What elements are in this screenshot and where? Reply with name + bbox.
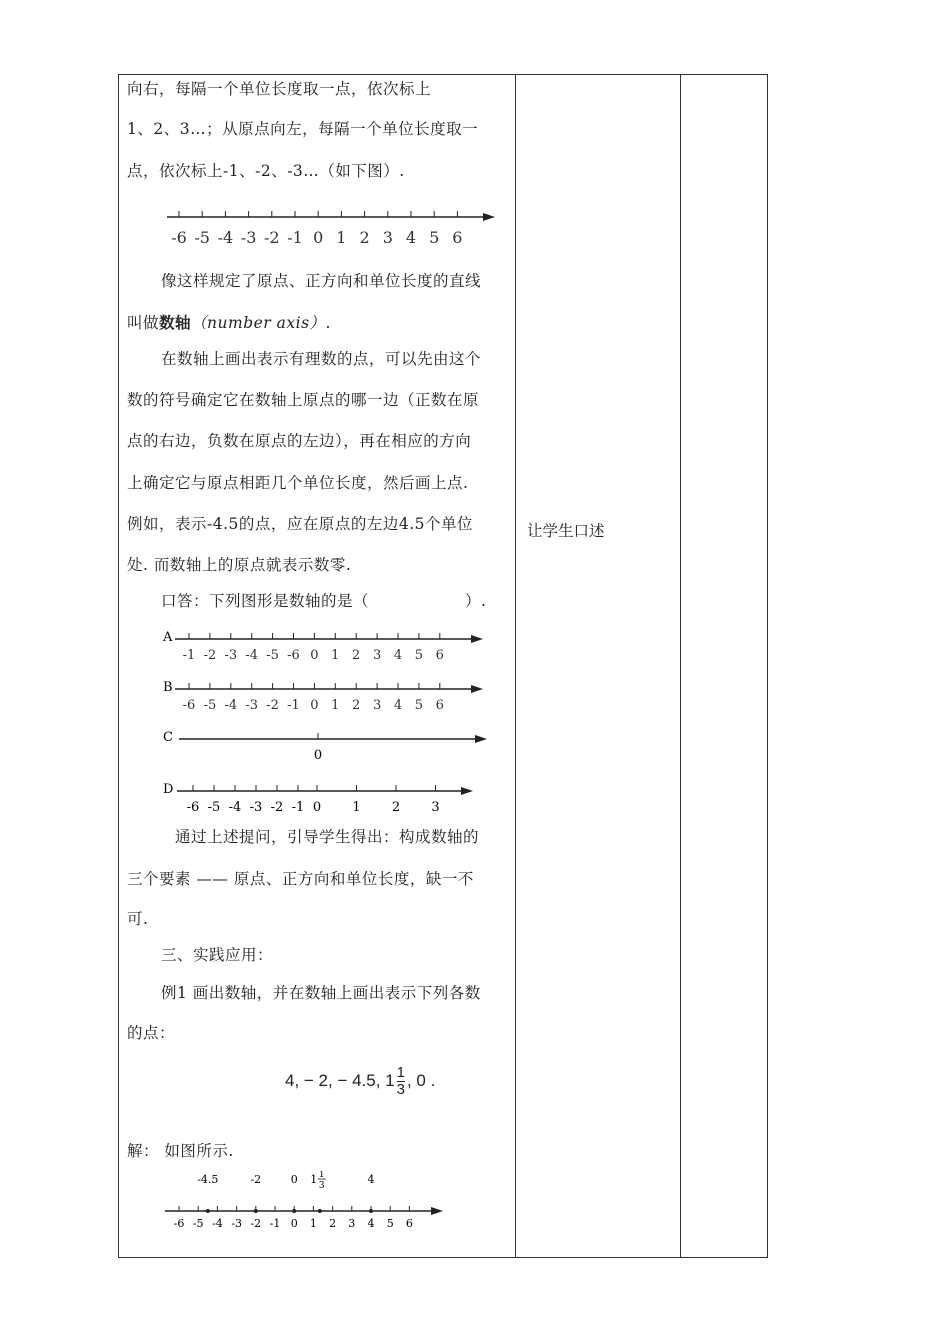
tick-label: -5 [203, 698, 217, 713]
text-line: 例如，表示-4.5的点，应在原点的左边4.5个单位 [127, 515, 474, 533]
axis-arrow [475, 735, 487, 743]
tick-label: 1 [309, 1217, 317, 1230]
option-label: D [163, 782, 174, 797]
text-line: 三个要素 —— 原点、正方向和单位长度，缺一不 [127, 870, 474, 888]
tick-label: 2 [352, 698, 361, 713]
tick-label: 2 [352, 648, 361, 663]
tick-label: 0 [313, 228, 324, 247]
text-line: 处. 而数轴上的原点就表示数零. [127, 556, 352, 574]
tick-label: -4 [245, 648, 259, 663]
axis-arrow [431, 1207, 443, 1215]
tick-label: 0 [310, 648, 319, 663]
point-dot [292, 1209, 296, 1213]
tick-label: 1 [336, 228, 347, 247]
tick-label: 3 [348, 1217, 356, 1230]
tick-label: -1 [287, 698, 300, 713]
tick-label: -2 [266, 698, 279, 713]
column-divider [680, 75, 681, 1257]
number-axis-figure [163, 201, 503, 251]
option-a-axis [161, 627, 491, 667]
teacher-note: 让学生口述 [527, 522, 605, 540]
point-dot [206, 1209, 210, 1213]
option-c-axis [161, 727, 491, 767]
column-divider [515, 75, 516, 1257]
tick-label: 4 [405, 228, 417, 247]
text-line: 通过上述提问，引导学生得出：构成数轴的 [175, 828, 480, 846]
option-b-axis [161, 677, 491, 717]
tick-label: 6 [435, 648, 444, 663]
tick-label: 6 [452, 228, 463, 247]
text-line: 1、2、3…；从原点向左，每隔一个单位长度取一 [127, 120, 479, 138]
point-dot [254, 1209, 258, 1213]
point-label: -2 [250, 1173, 262, 1186]
tick-label: 4 [367, 1217, 375, 1230]
tick-label: -4 [212, 1217, 223, 1230]
text-line: 点的右边，负数在原点的左边），再在相应的方向 [127, 432, 472, 450]
tick-label: 1 [331, 648, 340, 663]
axis-arrow [483, 213, 495, 221]
term-number-axis: 数轴 [159, 313, 192, 332]
tick-label: -3 [224, 648, 238, 663]
point-label: 4 [367, 1173, 375, 1186]
example-line: 的点： [127, 1024, 176, 1042]
fraction-whole: 1 [310, 1173, 318, 1186]
question-line: 口答：下列图形是数轴的是（ ）. [161, 592, 487, 610]
option-d-axis [161, 779, 491, 819]
tick-label: 1 [352, 800, 361, 815]
tick-label: 0 [313, 748, 323, 763]
point-dot [318, 1209, 322, 1213]
tick-label: -2 [203, 648, 217, 663]
tick-label: 2 [391, 800, 401, 815]
tick-label: -1 [269, 1217, 281, 1230]
point-label: 0 [290, 1173, 298, 1186]
text-line: 数的符号确定它在数轴上原点的哪一边（正数在原 [127, 391, 480, 409]
text-line: 可. [127, 910, 149, 928]
text-line: 像这样规定了原点、正方向和单位长度的直线 [161, 272, 482, 290]
text-line: 上确定它与原点相距几个单位长度，然后画上点. [127, 474, 469, 492]
tick-label: -4 [228, 800, 242, 815]
tick-label: 2 [359, 228, 370, 247]
tick-label: -5 [192, 1217, 204, 1230]
tick-label: 0 [312, 800, 322, 815]
tick-label: -6 [182, 698, 196, 713]
text-line: 点，依次标上-1、-2、-3…（如下图）. [127, 162, 405, 180]
option-label: C [163, 730, 173, 745]
tick-label: 3 [431, 800, 440, 815]
tick-label: -4 [224, 698, 238, 713]
tick-label: 5 [386, 1217, 394, 1230]
lesson-table [118, 74, 768, 1258]
option-label: B [163, 680, 173, 695]
tick-label: 6 [405, 1217, 413, 1230]
tick-label: 0 [310, 698, 319, 713]
tick-label: 5 [414, 698, 424, 713]
point-dot [369, 1209, 373, 1213]
tick-label: 1 [331, 698, 340, 713]
tick-label: 4 [393, 698, 403, 713]
text-line: 向右，每隔一个单位长度取一点，依次标上 [127, 80, 432, 98]
tick-label: -5 [266, 648, 279, 663]
tick-label: -1 [287, 228, 303, 247]
tick-label: 0 [290, 1217, 298, 1230]
tick-label: -3 [231, 1217, 242, 1230]
tick-label: -4 [217, 228, 234, 247]
tick-label: -2 [270, 800, 284, 815]
tick-label: -3 [249, 800, 263, 815]
tick-label: -6 [173, 1217, 185, 1230]
example-line: 例1 画出数轴，并在数轴上画出表示下列各数 [161, 984, 481, 1002]
axis-arrow [471, 685, 483, 693]
tick-label: -2 [264, 228, 280, 247]
tick-label: -2 [250, 1217, 262, 1230]
tick-label: 3 [372, 698, 382, 713]
solution-line: 解： 如图所示. [127, 1142, 234, 1160]
tick-label: -3 [245, 698, 259, 713]
tick-label: 4 [393, 648, 403, 663]
tick-label: -6 [287, 648, 300, 663]
solution-axis [161, 1171, 461, 1233]
fraction-numerator: 1 [318, 1171, 325, 1180]
tick-label: -5 [207, 800, 221, 815]
tick-label: 6 [435, 698, 444, 713]
tick-label: -6 [186, 800, 200, 815]
point-label: -4.5 [197, 1173, 219, 1186]
axis-arrow [471, 635, 483, 643]
tick-label: 3 [372, 648, 382, 663]
tick-label: -6 [171, 228, 187, 247]
text-line: 在数轴上画出表示有理数的点，可以先由这个 [161, 350, 482, 368]
fraction-denominator: 3 [318, 1181, 325, 1191]
axis-arrow [461, 787, 473, 795]
section-title: 三、实践应用： [161, 946, 274, 964]
tick-label: 5 [414, 648, 424, 663]
text-line: 叫做数轴（number axis）. [127, 313, 331, 332]
tick-label: -1 [291, 800, 305, 815]
tick-label: -1 [182, 648, 196, 663]
tick-label: -5 [194, 228, 210, 247]
tick-label: -3 [240, 228, 257, 247]
tick-label: 2 [329, 1217, 337, 1230]
example-numbers: 4, − 2, − 4.5, 1 $\frac{1}{3}$ , 0 . [285, 1064, 436, 1098]
option-label: A [163, 630, 173, 645]
tick-label: 3 [382, 228, 393, 247]
tick-label: 5 [429, 228, 440, 247]
